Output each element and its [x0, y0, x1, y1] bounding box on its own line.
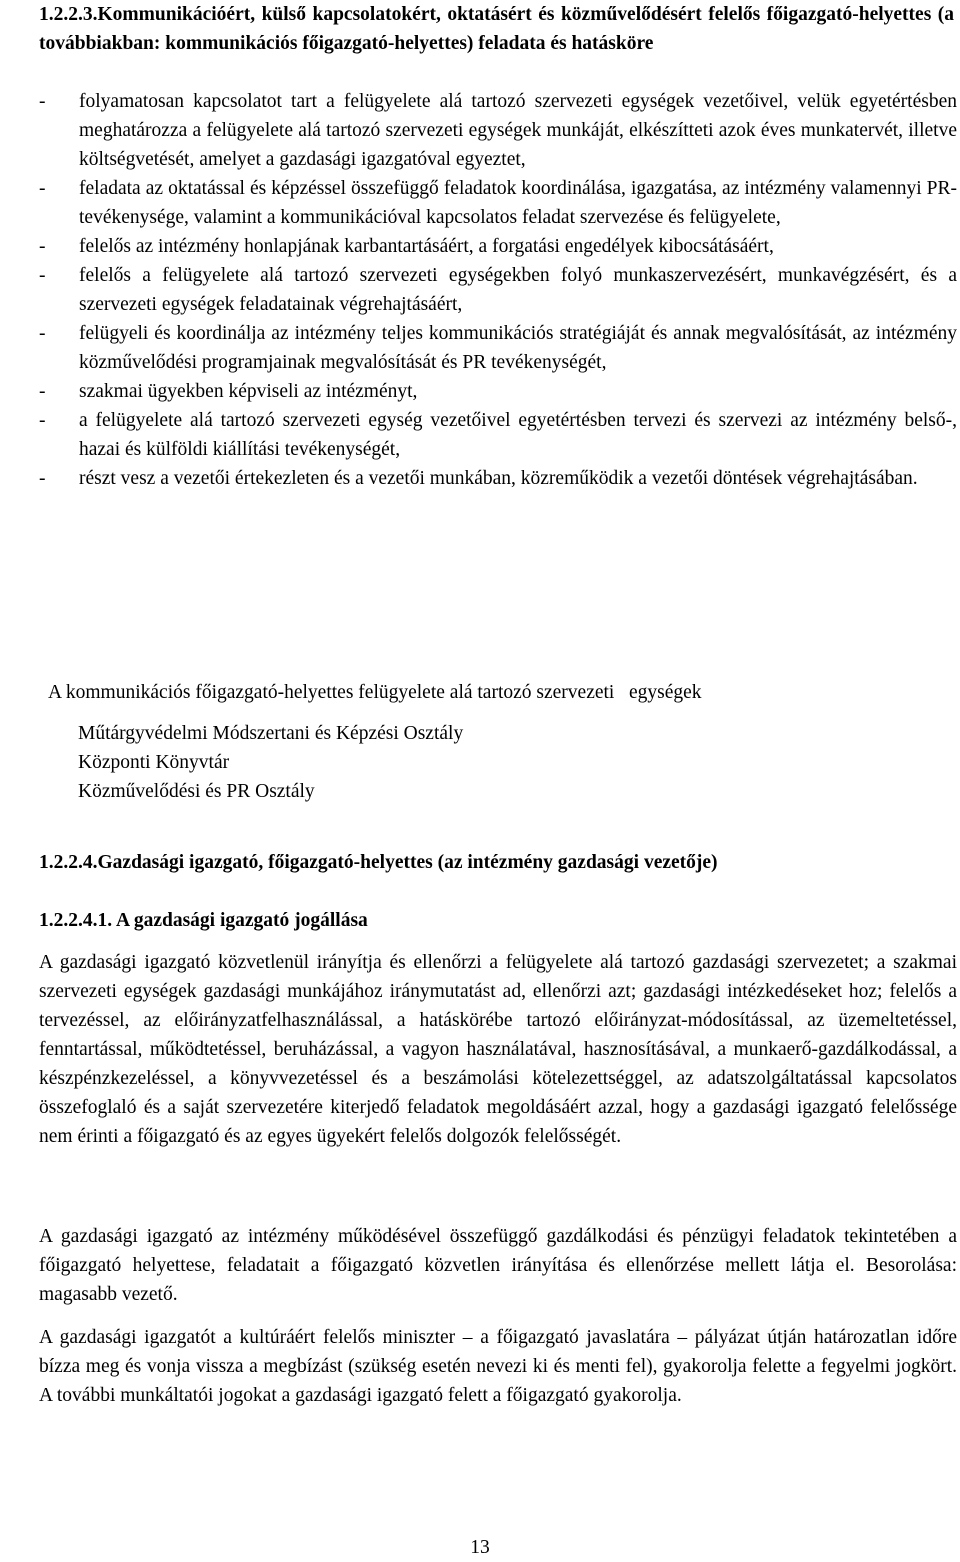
- section-heading-1-2-2-4: [39, 848, 954, 877]
- list-item: [39, 377, 957, 406]
- duties-list: [39, 87, 957, 493]
- paragraph: A gazdasági igazgató az intézmény működésével összefüggő gazdálkodási és pénzügyi feladatok tekintetében a főigazgató helyettese, feladatait a főigazgató közvetlen irányítása és ellenőrzése mellett látja el. Besorolása: magasabb vezető.: [39, 1226, 957, 1305]
- list-item-text: felügyeli és koordinálja az intézmény teljes kommunikációs stratégiáját és annak megvalósítását, az intézmény közművelődési programjainak megvalósítását és PR tevékenységét,: [79, 323, 957, 373]
- section-number: 1.2.2.4.1.: [39, 910, 113, 931]
- list-item-text: felelős a felügyelete alá tartozó szervezeti egységekben folyó munkaszervezésért, munkavégzésért, és a szervezeti egységek feladatainak végrehajtásáért,: [79, 265, 957, 315]
- list-item: [39, 87, 957, 174]
- section-title: Kommunikációért, külső kapcsolatokért, oktatásért és közművelődésért felelős főigazgató-helyettes (a továbbiakban: kommunikációs főigazgató-helyettes) feladata és hatásköre: [39, 4, 954, 54]
- list-dash: -: [39, 236, 46, 257]
- list-dash: -: [39, 265, 46, 286]
- units-list: [78, 719, 463, 806]
- list-item-text: feladata az oktatással és képzéssel összefüggő feladatok koordinálása, igazgatása, az intézmény valamennyi PR-tevékenysége, valamint a kommunikációval kapcsolatos feladat szervezése és felügyelete,: [79, 178, 957, 228]
- list-item-text: a felügyelete alá tartozó szervezeti egység vezetőivel egyetértésben tervezi és szervezi az intézmény belső-, hazai és külföldi kiállítási tevékenységét,: [79, 410, 957, 460]
- section-title: A gazdasági igazgató jogállása: [115, 910, 368, 931]
- list-item-text: szakmai ügyekben képviseli az intézményt,: [79, 381, 418, 402]
- list-item: [39, 406, 957, 464]
- unit-item: Központi Könyvtár: [78, 752, 230, 773]
- list-item: [39, 319, 957, 377]
- list-item: [39, 232, 957, 261]
- section-number: 1.2.2.3.: [39, 4, 98, 25]
- list-dash: -: [39, 468, 46, 489]
- unit-item: Műtárgyvédelmi Módszertani és Képzési Osztály: [78, 723, 464, 744]
- units-title: A kommunikációs főigazgató-helyettes felügyelete alá tartozó szervezeti egységek: [48, 682, 702, 703]
- list-item-text: felelős az intézmény honlapjának karbantartásáért, a forgatási engedélyek kibocsátásáért,: [79, 236, 774, 257]
- unit-item: Közművelődési és PR Osztály: [78, 781, 315, 802]
- section-number: 1.2.2.4.: [39, 852, 98, 873]
- list-dash: -: [39, 410, 46, 431]
- section-title: Gazdasági igazgató, főigazgató-helyettes (az intézmény gazdasági vezetője): [97, 852, 718, 873]
- list-dash: -: [39, 381, 46, 402]
- section-heading-1-2-2-4-1: [39, 906, 954, 935]
- paragraph: A gazdasági igazgatót a kultúráért felelős miniszter – a főigazgató javaslatára – pályázat útján határozatlan időre bízza meg és vonja vissza a megbízást (szükség esetén nevezi ki és menti fel), gyakorolja felette a fegyelmi jogkört. A további munkáltatói jogokat a gazdasági igazgató felett a főigazgató gyakorolja.: [39, 1327, 957, 1406]
- list-item-text: részt vesz a vezetői értekezleten és a vezetői munkában, közreműködik a vezetői döntések végrehajtásában.: [79, 468, 918, 489]
- list-dash: -: [39, 178, 46, 199]
- list-dash: -: [39, 323, 46, 344]
- list-item-text: folyamatosan kapcsolatot tart a felügyelete alá tartozó szervezeti egységek vezetőivel, velük egyetértésben meghatározza a felügyelete alá tartozó szervezeti egységek munkáját, elkészítteti azok éves munkatervét, illetve költségvetését, amelyet a gazdasági igazgatóval egyeztet,: [79, 91, 957, 170]
- list-dash: -: [39, 91, 46, 112]
- list-item: [39, 261, 957, 319]
- list-item: [39, 174, 957, 232]
- page-number: 13: [470, 1537, 490, 1558]
- list-item: [39, 464, 957, 493]
- section-heading-1-2-2-3: [39, 0, 954, 58]
- paragraph: A gazdasági igazgató közvetlenül irányítja és ellenőrzi a felügyelete alá tartozó gazdasági szervezetet; a szakmai szervezeti egységek gazdasági munkájához iránymutatást ad, ellenőrzi azt; gazdasági intézkedéseket hoz; felelős a tervezéssel, az előirányzatfelhasználással, a hatáskörébe tartozó előirányzat-módosítással, az üzemeltetéssel, fenntartással, működtetéssel, beruházással, a vagyon használatával, hasznosításával, a munkaerő-gazdálkodással, a készpénzkezeléssel, a könyvvezetéssel és a beszámolási kötelezettséggel, az adatszolgáltatással kapcsolatos összefoglaló és a saját szervezetére kiterjedő feladatok megoldásáért azzal, hogy a gazdasági igazgató felelőssége nem érinti a főigazgató és az egyes ügyekért felelős dolgozók felelősségét.: [39, 952, 957, 1147]
